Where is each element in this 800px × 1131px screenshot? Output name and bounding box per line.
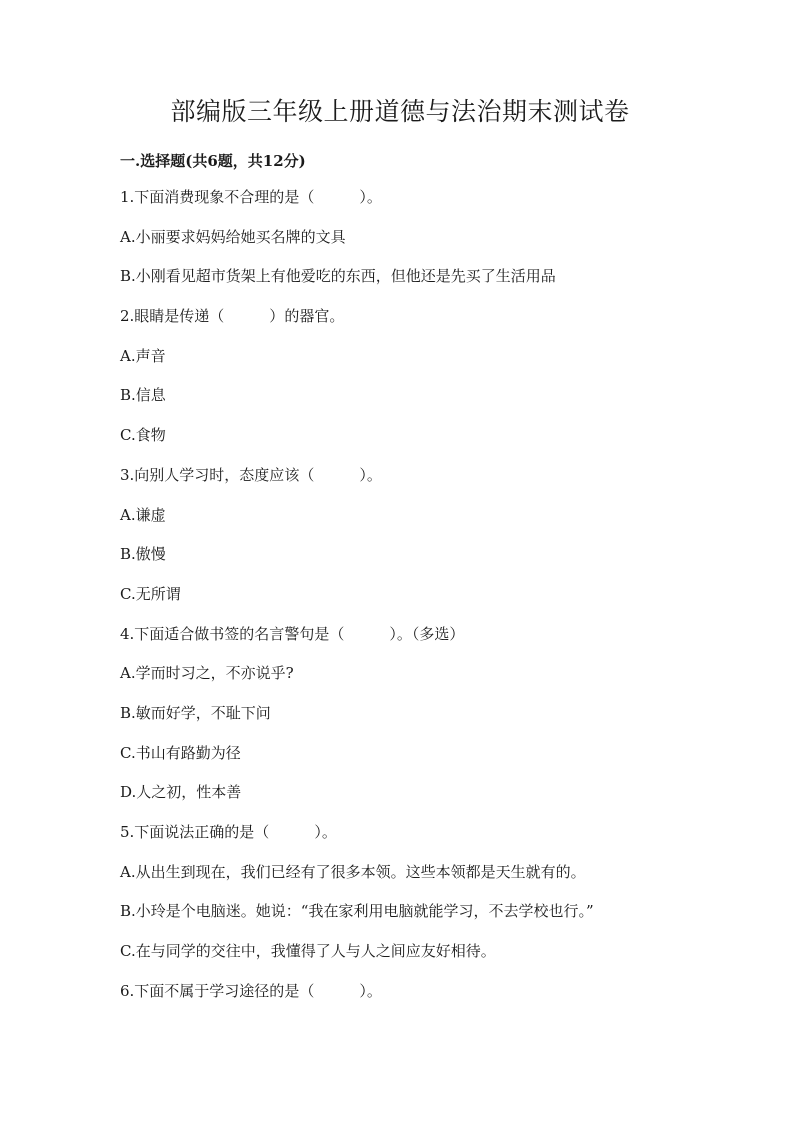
option-5a: A.从出生到现在，我们已经有了很多本领。这些本领都是天生就有的。 [120, 862, 586, 881]
question-list [120, 182, 700, 1015]
question-6: 6.下面不属于学习途径的是（ ）。 [120, 981, 382, 1000]
option-4a: A.学而时习之，不亦说乎? [120, 664, 294, 683]
question-2: 2.眼睛是传递（ ）的器官。 [120, 307, 345, 326]
section-heading: 一.选择题(共6题，共12分) [120, 152, 306, 170]
option-1a: A.小丽要求妈妈给她买名牌的文具 [120, 227, 346, 246]
option-4d: D.人之初，性本善 [120, 783, 242, 802]
option-3a: A.谦虚 [120, 505, 166, 524]
option-2c: C.食物 [120, 426, 166, 445]
option-2b: B.信息 [120, 386, 166, 405]
option-1b: B.小刚看见超市货架上有他爱吃的东西，但他还是先买了生活用品 [120, 267, 556, 286]
option-3b: B.傲慢 [120, 545, 166, 564]
page-title: 部编版三年级上册道德与法治期末测试卷 [170, 97, 630, 126]
option-5b: B.小玲是个电脑迷。她说：“我在家利用电脑就能学习，不去学校也行。” [120, 902, 594, 921]
question-4: 4.下面适合做书签的名言警句是（ ）。（多选） [120, 624, 465, 643]
question-3: 3.向别人学习时，态度应该（ ）。 [120, 465, 382, 484]
question-1: 1.下面消费现象不合理的是（ ）。 [120, 188, 382, 206]
option-4c: C.书山有路勤为径 [120, 743, 241, 762]
option-4b: B.敏而好学，不耻下问 [120, 703, 271, 722]
question-5: 5.下面说法正确的是（ ）。 [120, 823, 337, 841]
option-2a: A.声音 [120, 346, 166, 365]
option-5c: C.在与同学的交往中，我懂得了人与人之间应友好相待。 [120, 942, 496, 961]
option-3c: C.无所谓 [120, 584, 181, 603]
